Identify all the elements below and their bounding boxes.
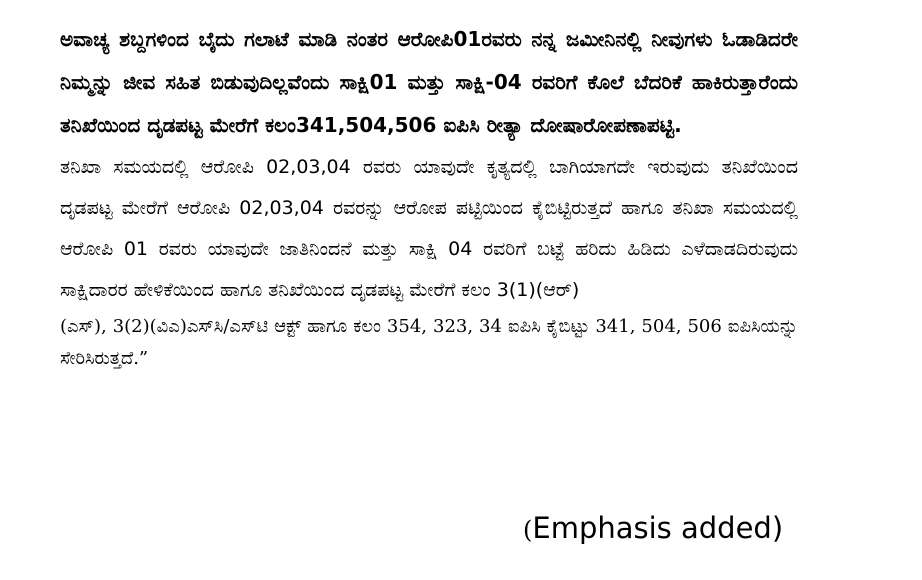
emphasis-text: Emphasis added)	[532, 511, 784, 545]
small-paragraph: (ಎಸ್), 3(2)(ವಿಎ)ಎಸ್‌ಸಿ/ಎಸ್‌ಟಿ ಆಕ್ಟ್ ಹಾಗೂ ಕಲಂ 354, 323, 34 ಐಪಿಸಿ ಕೈಬಿಟ್ಟು 341, 504, 506 ಐಪಿಸಿಯನ್ನು ಸೇರಿಸಿರುತ್ತದೆ.”	[60, 316, 798, 369]
plain-paragraph: ತನಿಖಾ ಸಮಯದಲ್ಲಿ ಆರೋಪಿ 02,03,04 ರವರು ಯಾವುದೇ ಕೃತ್ಯದಲ್ಲಿ ಬಾಗಿಯಾಗದೇ ಇರುವುದು ತನಿಖೆಯಿಂದ ದೃಡಪಟ್ಟ ಮೇರೆಗೆ ಆರೋಪಿ 02,03,04 ರವರನ್ನು ಆರೋಪ ಪಟ್ಟಿಯಿಂದ ಕೈಬಿಟ್ಟಿರುತ್ತದೆ ಹಾಗೂ ತನಿಖಾ ಸಮಯದಲ್ಲಿ ಆರೋಪಿ 01 ರವರು ಯಾವುದೇ ಜಾತಿನಿಂದನೆ ಮತ್ತು ಸಾಕ್ಷಿ 04 ರವರಿಗೆ ಬಟ್ಟೆ ಹರಿದು ಹಿಡಿದು ಎಳೆದಾಡದಿರುವುದು ಸಾಕ್ಷಿದಾರರ ಹೇಳಿಕೆಯಿಂದ ಹಾಗೂ ತನಿಖೆಯಿಂದ ದೃಡಪಟ್ಟ ಮೇರೆಗೆ ಕಲಂ 3(1)(ಆರ್)	[60, 156, 798, 301]
quoted-document	[60, 18, 798, 375]
emphasis-note	[523, 508, 783, 550]
emphasis-open-paren: (	[523, 516, 533, 544]
bold-paragraph: ಅವಾಚ್ಯ ಶಬ್ದಗಳಿಂದ ಬೈದು ಗಲಾಟೆ ಮಾಡಿ ನಂತರ ಆರೋಪಿ01ರವರು ನನ್ನ ಜಮೀನಿನಲ್ಲಿ ನೀವುಗಳು ಓಡಾಡಿದರೇ ನಿಮ್ಮನ್ನು ಜೀವ ಸಹಿತ ಬಿಡುವುದಿಲ್ಲವೆಂದು ಸಾಕ್ಷಿ01 ಮತ್ತು ಸಾಕ್ಷಿ-04 ರವರಿಗೆ ಕೊಲೆ ಬೆದರಿಕೆ ಹಾಕಿರುತ್ತಾರೆಂದು ತನಿಖೆಯಿಂದ ದೃಡಪಟ್ಟ ಮೇರೆಗೆ ಕಲಂ341,504,506 ಐಪಿಸಿ ರೀತ್ಯಾ ದೋಷಾರೋಪಣಾಪಟ್ಟಿ.	[60, 27, 798, 137]
